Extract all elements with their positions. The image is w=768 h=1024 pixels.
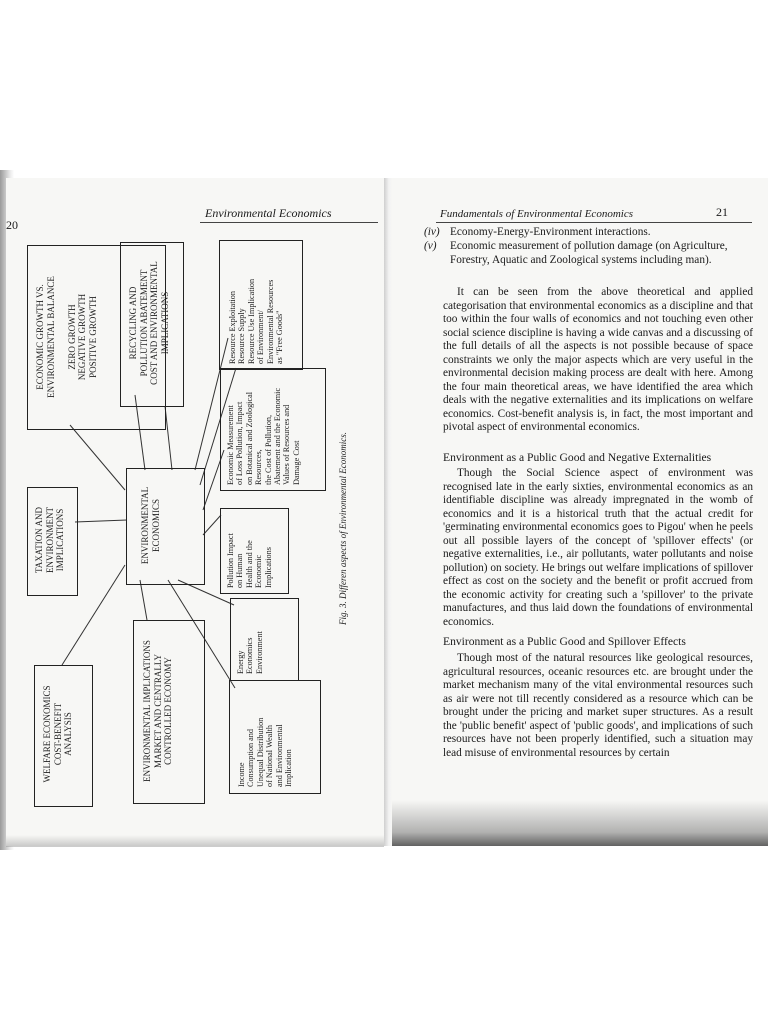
paragraph-text: Though the Social Science aspect of environment was recognised late in the early sixties, environmental economics as an identifiable discipline was already impregnated in the womb of economics and it is a historical truth that the actual credit for 'germinating environmental economics goes to Pigou' when he peels out all possible layers of the concept of 'spillover effects' (or negative externalities, i.e., air pollutants, water pollutants and noise pollution) on society. He brings out welfare implications of spillover effect as cost on the society and the benefit or profit accrued from the economic activity for creating such a 'spillover' to the private manufactures, and thus laid down the foundations of environmental economics. [443,467,753,628]
heading-negative-externalities: Environment as a Public Good and Negative Externalities [443,451,712,464]
list-item [424,240,754,267]
box-taxation-text: TAXATION AND ENVIRONMENT IMPLICATIONS [34,506,65,574]
box-economic-measurement-text: Economic Measurement of Loss Pollution, Impact on Botanical and Zoological Resources, the Cost of Pollution, Abatement and the Economic Values of Resources and Damage Cost [226,387,301,485]
figure-caption: Fig. 3. Differen aspects of Environmental Economics. [338,431,348,625]
list-item-text: Economy-Energy-Environment interactions. [450,226,651,238]
box-market-economy-text: ENVIRONMENTAL IMPLICATIONS MARKET AND CENTRALLY CONTROLLED ECONOMY [142,640,173,782]
center-node-text: ENVIRONMENTAL ECONOMICS [140,486,161,565]
right-page-number: 21 [716,205,728,219]
left-running-head: Environmental Economics [205,206,332,220]
list-item-number: (v) [424,240,437,252]
paragraph-pigou [443,467,753,629]
left-page-number: 20 [6,218,18,232]
paragraph-text: It can be seen from the above theoretical and applied categorisation that environmental economics as a discipline and that too within the four walls of economics and not touching even other social science discipline is having a wide canvas and a discussing of the full details of all the aspects is not possible because of space constraints we only the major aspects which are very useful in the environmental decision making process are dealt with here. Among the four main theoretical areas, we have identified the area which deals with the negative externalities and its implications on welfare economics. Cost-benefit analysis is, in fact, the most important and pivotal aspect of environmental economics. [443,286,753,433]
list-item-text: Economic measurement of pollution damage (on Agriculture, Forestry, Aquatic and Zoological systems including man). [450,240,728,266]
box-energy-text: Energy Economics Environment [236,631,264,674]
heading-spillover-effects: Environment as a Public Good and Spillover Effects [443,635,686,648]
paragraph-categorisation [443,286,753,435]
center-node-environmental-economics [126,468,205,585]
box-recycling-text: RECYCLING AND POLLUTION ABATEMENT COST AND ENVIRONMENTAL IMPLICATIONS [128,261,170,385]
right-header-rule [436,222,752,223]
paragraph-text: Though most of the natural resources like geological resources, agricultural resources, oceanic resources etc. are brought under the market mechanism many of the vital environmental resources such as air were not till recently considered as a resource which can be brought under the pricing and market super structures. As a result the 'public benefit' aspect of 'public goods', and implications of such resources have not been properly identified, such a situation may lead misuse of environmental resources by certain [443,652,753,759]
paragraph-natural-resources [443,652,753,760]
list-item [424,226,754,240]
box-growth-vs-balance-text: ECONOMIC GROWTH VS. ENVIRONMENTAL BALANCE ZERO GROWTH NEGATIVE GROWTH POSITIVE GROWTH [35,276,98,398]
right-running-head: Fundamentals of Environmental Economics [440,208,633,220]
page-curl-shadow [392,800,768,846]
box-income-consumption-text: Income Consumption and Unequal Distribution of National Wealth and Environmental Implication [237,717,294,787]
list-item-number: (iv) [424,226,440,238]
box-resource-exploitation-text: Resource Exploitation Resource Supply Resource Use Implication of Environment/ Environmental Resources as "Free Goods" [228,278,285,364]
box-welfare-text: WELFARE ECONOMICS COST-BENEFIT ANALYSIS [42,685,73,783]
box-pollution-health-text: Pollution Impact on Human Health and the Economic Implications [226,533,273,588]
page-bottom-shadow [6,835,384,847]
